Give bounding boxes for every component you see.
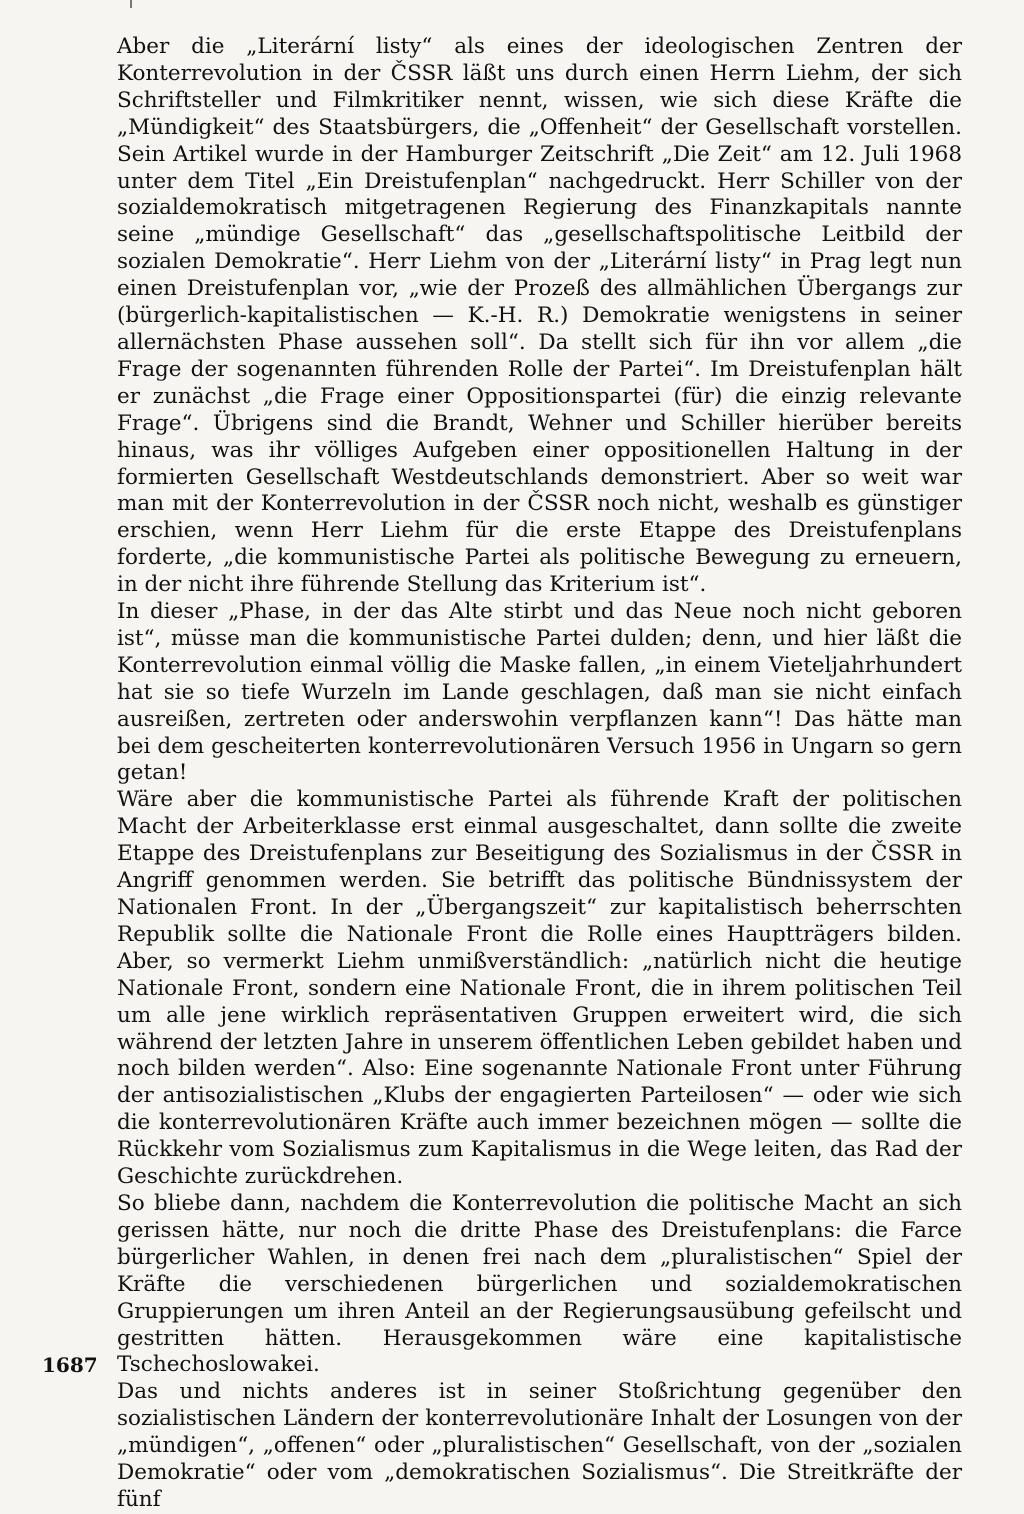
paragraph: Das und nichts anderes ist in seiner Stoßrichtung gegenüber den sozialistischen Ländern der konterrevolutionäre Inhalt der Losungen von der „mündigen“, „offenen“ oder „pluralistischen“ Gesellschaft, von der „sozialen Demokratie“ oder vom „demokratischen Sozialismus“. Die Streitkräfte der fünf — [117, 1379, 962, 1512]
paragraph: So bliebe dann, nachdem die Konterrevolution die politische Macht an sich gerissen hätte, nur noch die dritte Phase des Dreistufenplans: die Farce bürgerlicher Wahlen, in denen frei nach dem „pluralistischen“ Spiel der Kräfte die verschiedenen bürgerlichen und sozialdemokratischen Gruppierungen um ihren Anteil an der Regierungsausübung gefeilscht und gestritten hätten. Herausgekommen wäre eine kapitalistische Tschechoslowakei. — [117, 1190, 962, 1378]
body-text — [117, 34, 962, 1514]
paragraph: Wäre aber die kommunistische Partei als führende Kraft der politischen Macht der Arbeiterklasse erst einmal ausgeschaltet, dann sollte die zweite Etappe des Dreistufenplans zur Beseitigung des Sozialismus in der ČSSR in Angriff genommen werden. Sie betrifft das politische Bündnissystem der Nationalen Front. In der „Übergangszeit“ zur kapitalistisch beherrschten Republik sollte die Nationale Front die Rolle eines Hauptträgers bilden. Aber, so vermerkt Liehm unmißverständlich: „natürlich nicht die heutige Nationale Front, sondern eine Nationale Front, die in ihrem politischen Teil um alle jene wirklich repräsentativen Gruppen erweitert wird, die sich während der letzten Jahre in unserem öffentlichen Leben gebildet haben und noch bilden werden“. Also: Eine sogenannte Nationale Front unter Führung der antisozialistischen „Klubs der engagierten Parteilosen“ — oder wie sich die konterrevolutionären Kräfte auch immer bezeichnen mögen — sollte die Rückkehr vom Sozialismus zum Kapitalismus in die Wege leiten, das Rad der Geschichte zurückdrehen. — [117, 787, 962, 1190]
scan-mark — [130, 0, 132, 8]
page-number: 1687 — [42, 1353, 98, 1377]
paragraph: In dieser „Phase, in der das Alte stirbt und das Neue noch nicht geboren ist“, müsse man die kommunistische Partei dulden; denn, und hier läßt die Konterrevolution einmal völlig die Maske fallen, „in einem Vieteljahrhundert hat sie so tiefe Wurzeln im Lande geschlagen, daß man sie nicht einfach ausreißen, zertreten oder anderswohin verpflanzen kann“! Das hätte man bei dem gescheiterten konterrevolutionären Versuch 1956 in Ungarn so gern getan! — [117, 599, 962, 786]
paragraph: Aber die „Literární listy“ als eines der ideologischen Zentren der Konterrevolution in der ČSSR läßt uns durch einen Herrn Liehm, der sich Schriftsteller und Filmkritiker nennt, wissen, wie sich diese Kräfte die „Mündigkeit“ des Staatsbürgers, die „Offenheit“ der Gesellschaft vorstellen. Sein Artikel wurde in der Hamburger Zeitschrift „Die Zeit“ am 12. Juli 1968 unter dem Titel „Ein Dreistufenplan“ nachgedruckt. Herr Schiller von der sozialdemokratisch mitgetragenen Regierung des Finanzkapitals nannte seine „mündige Gesellschaft“ das „gesellschaftspolitische Leitbild der sozialen Demokratie“. Herr Liehm von der „Literární listy“ in Prag legt nun einen Dreistufenplan vor, „wie der Prozeß des allmählichen Übergangs zur (bürgerlich-kapitalistischen — K.-H. R.) Demokratie wenigstens in seiner allernächsten Phase aussehen soll“. Da stellt sich für ihn vor allem „die Frage der sogenannten führenden Rolle der Partei“. Im Dreistufenplan hält er zunächst „die Frage einer Oppositionspartei (für) die einzig relevante Frage“. Übrigens sind die Brandt, Wehner und Schiller hierüber bereits hinaus, was ihr völliges Aufgeben einer oppositionellen Haltung in der formierten Gesellschaft Westdeutschlands demonstriert. Aber so weit war man mit der Konterrevolution in der ČSSR noch nicht, weshalb es günstiger erschien, wenn Herr Liehm für die erste Etappe des Dreistufenplans forderte, „die kommunistische Partei als politische Bewegung zu erneuern, in der nicht ihre führende Stellung das Kriterium ist“. — [117, 34, 962, 598]
